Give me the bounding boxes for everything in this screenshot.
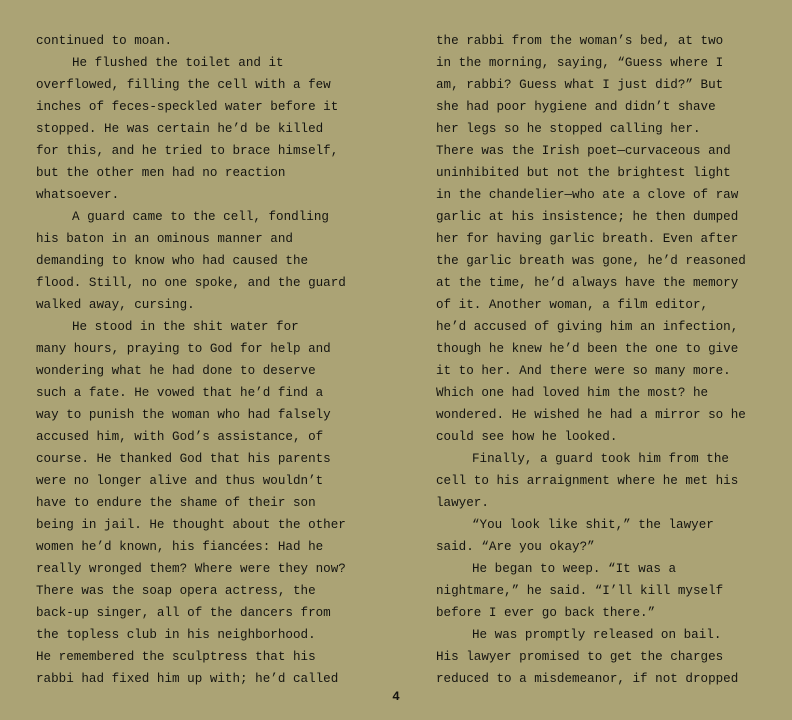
text-line: her for having garlic breath. Even after (436, 232, 739, 246)
text-line: could see how he looked. (436, 430, 618, 444)
text-line: He began to weep. “It was a (472, 562, 677, 576)
text-line: really wronged them? Where were they now? (36, 562, 346, 576)
text-line: were no longer alive and thus wouldn’t (36, 474, 324, 488)
text-line: Finally, a guard took him from the (472, 452, 729, 466)
text-line: wondering what he had done to deserve (36, 364, 316, 378)
text-line: garlic at his insistence; he then dumped (436, 210, 739, 224)
text-line: cell to his arraignment where he met his (436, 474, 739, 488)
left-text-column (36, 30, 376, 690)
text-line: the topless club in his neighborhood. (36, 628, 316, 642)
text-line: inches of feces-speckled water before it (36, 100, 339, 114)
text-line: lawyer. (436, 496, 489, 510)
text-line: the rabbi from the woman’s bed, at two (436, 34, 724, 48)
text-line: nightmare,” he said. “I’ll kill myself (436, 584, 724, 598)
text-line: continued to moan. (36, 34, 173, 48)
text-line: at the time, he’d always have the memory (436, 276, 739, 290)
text-line: being in jail. He thought about the other (36, 518, 346, 532)
text-line: flood. Still, no one spoke, and the guard (36, 276, 346, 290)
text-line: He was promptly released on bail. (472, 628, 722, 642)
text-line: There was the Irish poet—curvaceous and (436, 144, 731, 158)
text-line: rabbi had fixed him up with; he’d called (36, 672, 339, 686)
text-line: such a fate. He vowed that he’d find a (36, 386, 324, 400)
text-line: walked away, cursing. (36, 298, 195, 312)
text-line: “You look like shit,” the lawyer (472, 518, 714, 532)
text-line: she had poor hygiene and didn’t shave (436, 100, 716, 114)
text-line: the garlic breath was gone, he’d reasoned (436, 254, 746, 268)
text-line: accused him, with God’s assistance, of (36, 430, 324, 444)
text-line: reduced to a misdemeanor, if not dropped (436, 672, 739, 686)
text-line: her legs so he stopped calling her. (436, 122, 701, 136)
text-line: demanding to know who had caused the (36, 254, 309, 268)
text-line: stopped. He was certain he’d be killed (36, 122, 324, 136)
text-line: his baton in an ominous manner and (36, 232, 293, 246)
text-line: uninhibited but not the brightest light (436, 166, 731, 180)
text-line: but the other men had no reaction (36, 166, 286, 180)
text-line: wondered. He wished he had a mirror so he (436, 408, 746, 422)
text-line: He flushed the toilet and it (72, 56, 284, 70)
text-line: he’d accused of giving him an infection, (436, 320, 739, 334)
text-line: A guard came to the cell, fondling (72, 210, 329, 224)
text-line: There was the soap opera actress, the (36, 584, 316, 598)
text-line: of it. Another woman, a film editor, (436, 298, 709, 312)
text-line: it to her. And there were so many more. (436, 364, 731, 378)
text-line: back-up singer, all of the dancers from (36, 606, 331, 620)
text-line: He stood in the shit water for (72, 320, 299, 334)
text-line: way to punish the woman who had falsely (36, 408, 331, 422)
right-text-column (436, 30, 776, 690)
text-line: in the chandelier—who ate a clove of raw (436, 188, 739, 202)
text-line: many hours, praying to God for help and (36, 342, 331, 356)
page-number: 4 (392, 690, 400, 704)
text-line: for this, and he tried to brace himself, (36, 144, 339, 158)
text-line: said. “Are you okay?” (436, 540, 595, 554)
text-line: whatsoever. (36, 188, 120, 202)
text-line: Which one had loved him the most? he (436, 386, 709, 400)
text-line: before I ever go back there.” (436, 606, 656, 620)
text-line: women he’d known, his fiancées: Had he (36, 540, 324, 554)
text-line: have to endure the shame of their son (36, 496, 316, 510)
text-line: overflowed, filling the cell with a few (36, 78, 331, 92)
text-line: He remembered the sculptress that his (36, 650, 316, 664)
text-line: course. He thanked God that his parents (36, 452, 331, 466)
text-line: in the morning, saying, “Guess where I (436, 56, 724, 70)
text-line: His lawyer promised to get the charges (436, 650, 724, 664)
text-line: am, rabbi? Guess what I just did?” But (436, 78, 724, 92)
text-line: though he knew he’d been the one to give (436, 342, 739, 356)
